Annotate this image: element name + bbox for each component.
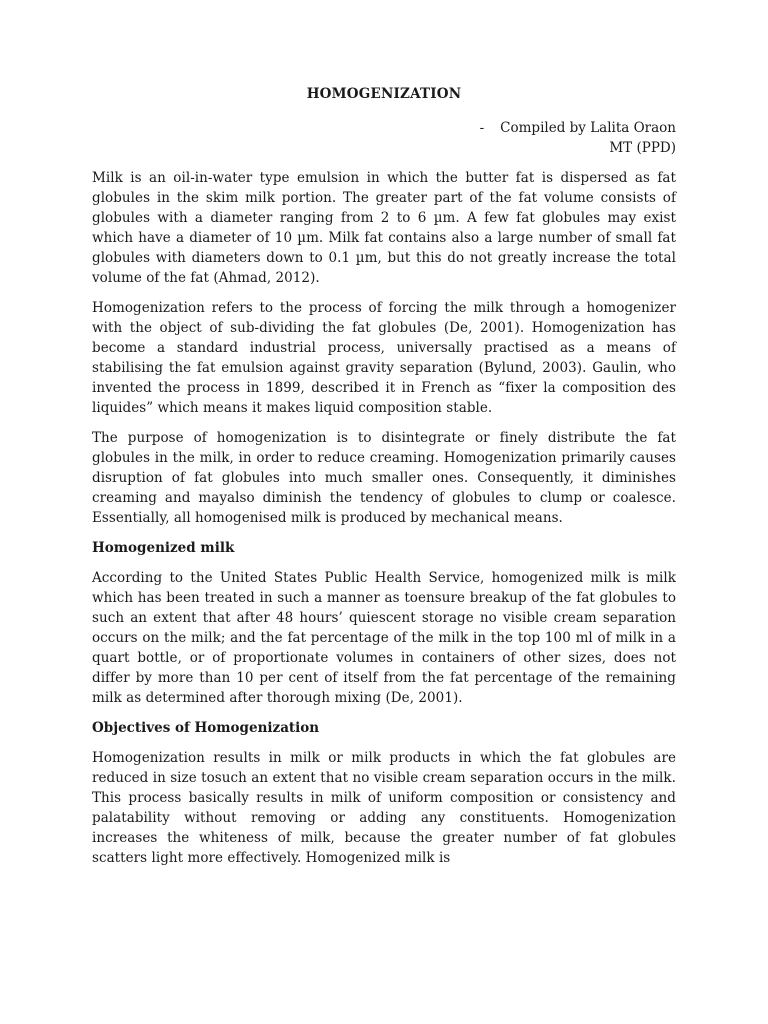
- paragraph-intro: Milk is an oil-in-water type emulsion in which the butter fat is dispersed as fat globules in the skim milk portion. The greater part of the fat volume consists of globules with a diameter ranging from 2 to 6 µm. A few fat globules may exist which have a diameter of 10 µm. Milk fat contains also a large number of small fat globules with diameters down to 0.1 µm, but this do not greatly increase the total volume of the fat (Ahmad, 2012).: [92, 170, 676, 286]
- paragraph-purpose: The purpose of homogenization is to disintegrate or finely distribute the fat globules in the milk, in order to reduce creaming. Homogenization primarily causes disruption of fat globules into much smaller ones. Consequently, it diminishes creaming and mayalso diminish the tendency of globules to clump or coalesce. Essentially, all homogenised milk is produced by mechanical means.: [92, 430, 676, 526]
- author-role: MT (PPD): [609, 140, 676, 156]
- paragraph-homogenized-milk: According to the United States Public Health Service, homogenized milk is milk which has been treated in such a manner as toensure breakup of the fat globules to such an extent that after 48 hours’ quiescent storage no visible cream separation occurs on the milk; and the fat percentage of the milk in the top 100 ml of milk in a quart bottle, or of proportionate volumes in containers of other sizes, does not differ by more than 10 per cent of itself from the fat percentage of the remaining milk as determined after thorough mixing (De, 2001).: [92, 570, 676, 706]
- author-dash: -: [479, 120, 485, 136]
- section-heading-homogenized-milk: Homogenized milk: [92, 540, 235, 556]
- section-heading-objectives: Objectives of Homogenization: [92, 720, 320, 736]
- author-block: [480, 118, 676, 158]
- document-body: [92, 168, 676, 878]
- author-name: Compiled by Lalita Oraon: [500, 120, 676, 136]
- paragraph-objectives: Homogenization results in milk or milk products in which the fat globules are reduced in size tosuch an extent that no visible cream separation occurs in the milk. This process basically results in milk of uniform composition or consistency and palatability without removing or adding any constituents. Homogenization increases the whiteness of milk, because the greater number of fat globules scatters light more effectively. Homogenized milk is: [92, 750, 676, 866]
- document-title: HOMOGENIZATION: [306, 86, 462, 102]
- author-line: [480, 118, 676, 138]
- paragraph-definition: Homogenization refers to the process of forcing the milk through a homogenizer with the object of sub-dividing the fat globules (De, 2001). Homogenization has become a standard industrial process, universally practised as a means of stabilising the fat emulsion against gravity separation (Bylund, 2003). Gaulin, who invented the process in 1899, described it in French as “fixer la composition des liquides” which means it makes liquid composition stable.: [92, 300, 676, 416]
